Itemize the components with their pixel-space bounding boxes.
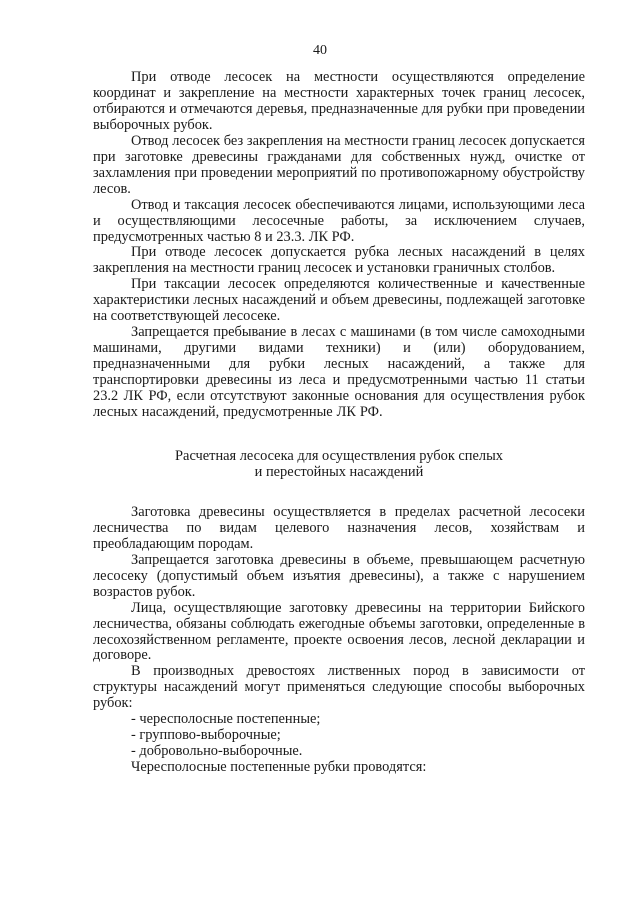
list-item: - добровольно-выборочные. <box>131 743 303 760</box>
section-heading <box>93 449 585 481</box>
paragraph: Запрещается заготовка древесины в объеме, превышающем расчетную лесосеку (допустимый объем изъятия древесины), а также с нарушением возрастов рубок. <box>93 551 585 600</box>
paragraph: При таксации лесосек определяются количественные и качественные характеристики лесных насаждений и объем древесины, подлежащей заготовке на соответствующей лесосеке. <box>93 276 585 325</box>
paragraph: Лица, осуществляющие заготовку древесины на территории Бийского лесничества, обязаны соблюдать ежегодные объемы заготовки, определенные в лесохозяйственном регламенте, проекте освоения лесов, лесной декларации и договоре. <box>93 599 585 664</box>
paragraph: Заготовка древесины осуществляется в пределах расчетной лесосеки лесничества по видам целевого назначения лесов, хозяйствам и преобладающим породам. <box>93 503 585 552</box>
paragraph: Запрещается пребывание в лесах с машинами (в том числе самоходными машинами, другими видами техники) и (или) оборудованием, предназначенными для рубки лесных насаждений, а также для транспортировки древесины из леса и предусмотренными частью 11 статьи 23.2 ЛК РФ, если отсутствуют законные основания для осуществления рубок лесных насаждений, предусмотренные ЛК РФ. <box>93 324 585 421</box>
paragraph: Отвод и таксация лесосек обеспечиваются лицами, использующими леса и осуществляющими лесосечные работы, за исключением случаев, предусмотренных частью 8 и 23.3. ЛК РФ. <box>93 196 585 245</box>
page-number: 40 <box>313 43 327 58</box>
paragraph: При отводе лесосек на местности осуществляются определение координат и закрепление на местности характерных точек границ лесосек, отбираются и отмечаются деревья, предназначенные для рубки при проведении выборочных рубок. <box>93 69 585 133</box>
paragraph: Отвод лесосек без закрепления на местности границ лесосек допускается при заготовке древесины гражданами для собственных нужд, очистке от захламления при проведении мероприятий по противопожарному обустройству лесов. <box>93 132 585 197</box>
paragraph: В производных древостоях лиственных пород в зависимости от структуры насаждений могут применяться следующие способы выборочных рубок: <box>93 663 585 712</box>
list-item: - группово-выборочные; <box>131 727 281 744</box>
section-heading-line: и перестойных насаждений <box>254 463 424 480</box>
bullet-list <box>93 712 585 760</box>
paragraph: Чересполосные постепенные рубки проводятся: <box>131 759 427 776</box>
section-heading-line: Расчетная лесосека для осуществления рубок спелых <box>175 447 503 464</box>
body-text <box>93 70 585 776</box>
paragraph: При отводе лесосек допускается рубка лесных насаждений в целях закрепления на местности границ лесосек и установки граничных столбов. <box>93 244 585 277</box>
list-item: - чересполосные постепенные; <box>131 711 321 728</box>
